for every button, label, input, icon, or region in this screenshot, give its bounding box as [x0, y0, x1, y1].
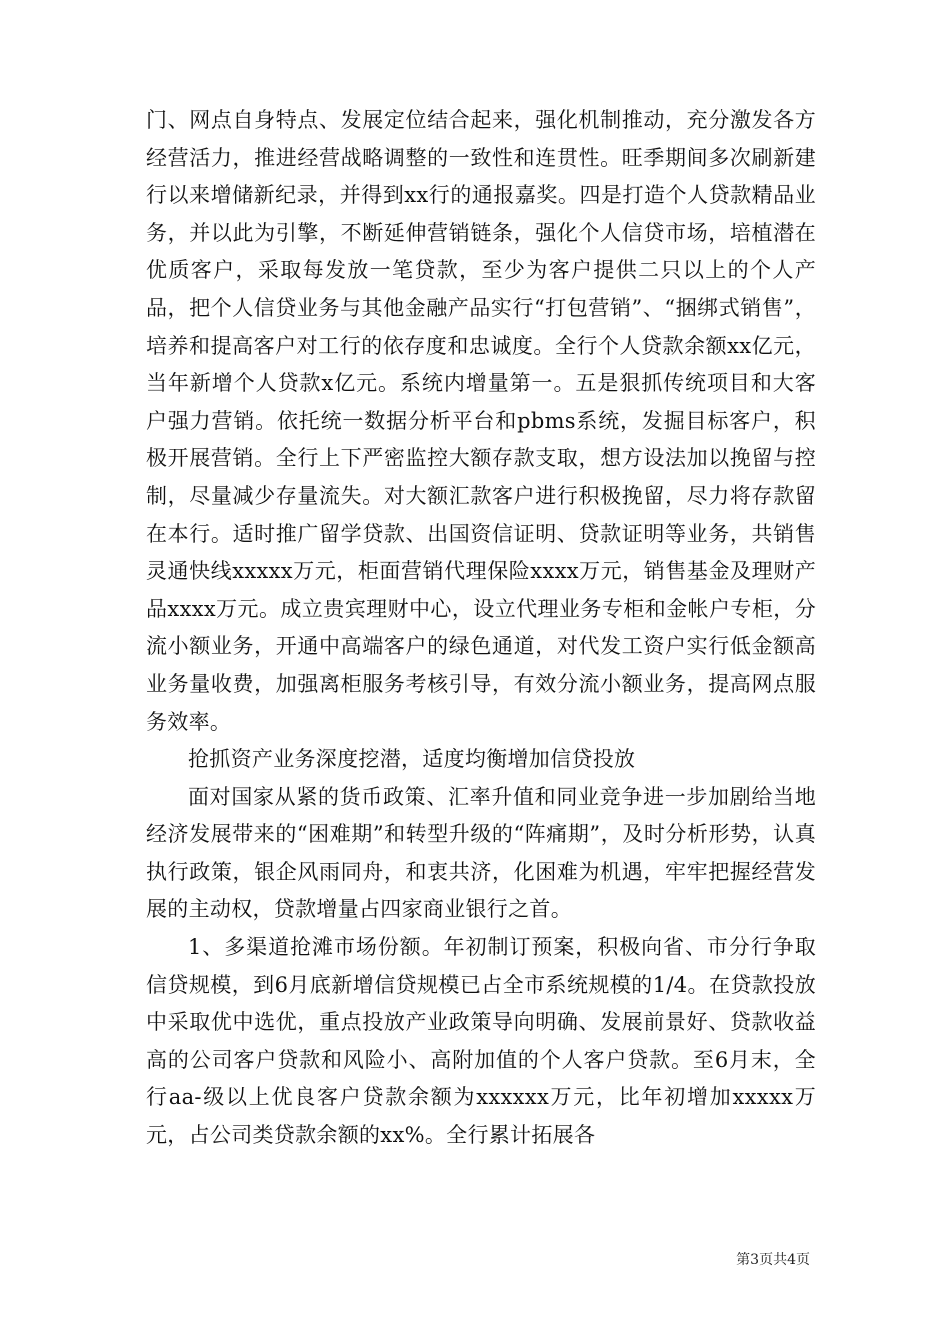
- paragraph: 1、多渠道抢滩市场份额。年初制订预案，积极向省、市分行争取信贷规模，到6月底新增信贷规模已占全市系统规模的1/4。在贷款投放中采取优中选优，重点投放产业政策导向明确、发展前景好、贷款收益高的公司客户贷款和风险小、高附加值的个人客户贷款。至6月末，全行aa-级以上优良客户贷款余额为xxxxxx万元，比年初增加xxxxx万元，占公司类贷款余额的xx%。全行累计拓展各: [146, 935, 816, 1148]
- body-text: [146, 102, 816, 1155]
- page-number: 第3页共4页: [736, 1252, 810, 1268]
- paragraph: 面对国家从紧的货币政策、汇率升值和同业竞争进一步加剧给当地经济发展带来的“困难期”和转型升级的“阵痛期”，及时分析形势，认真执行政策，银企风雨同舟，和衷共济，化困难为机遇，牢牢把握经营发展的主动权，贷款增量占四家商业银行之首。: [146, 784, 816, 922]
- section-heading: 抢抓资产业务深度挖潜，适度均衡增加信贷投放: [188, 747, 636, 772]
- paragraph-continuation: 门、网点自身特点、发展定位结合起来，强化机制推动，充分激发各方经营活力，推进经营战略调整的一致性和连贯性。旺季期间多次刷新建行以来增储新纪录，并得到xx行的通报嘉奖。四是打造个人贷款精品业务，并以此为引擎，不断延伸营销链条，强化个人信贷市场，培植潜在优质客户，采取每发放一笔贷款，至少为客户提供二只以上的个人产品，把个人信贷业务与其他金融产品实行“打包营销”、“捆绑式销售”，培养和提高客户对工行的依存度和忠诚度。全行个人贷款余额xx亿元，当年新增个人贷款x亿元。系统内增量第一。五是狠抓传统项目和大客户强力营销。依托统一数据分析平台和pbms系统，发掘目标客户，积极开展营销。全行上下严密监控大额存款支取，想方设法加以挽留与控制，尽量减少存量流失。对大额汇款客户进行积极挽留，尽力将存款留在本行。适时推广留学贷款、出国资信证明、贷款证明等业务，共销售灵通快线xxxxx万元，柜面营销代理保险xxxx万元，销售基金及理财产品xxxx万元。成立贵宾理财中心，设立代理业务专柜和金帐户专柜，分流小额业务，开通中高端客户的绿色通道，对代发工资户实行低金额高业务量收费，加强离柜服务考核引导，有效分流小额业务，提高网点服务效率。: [146, 108, 816, 734]
